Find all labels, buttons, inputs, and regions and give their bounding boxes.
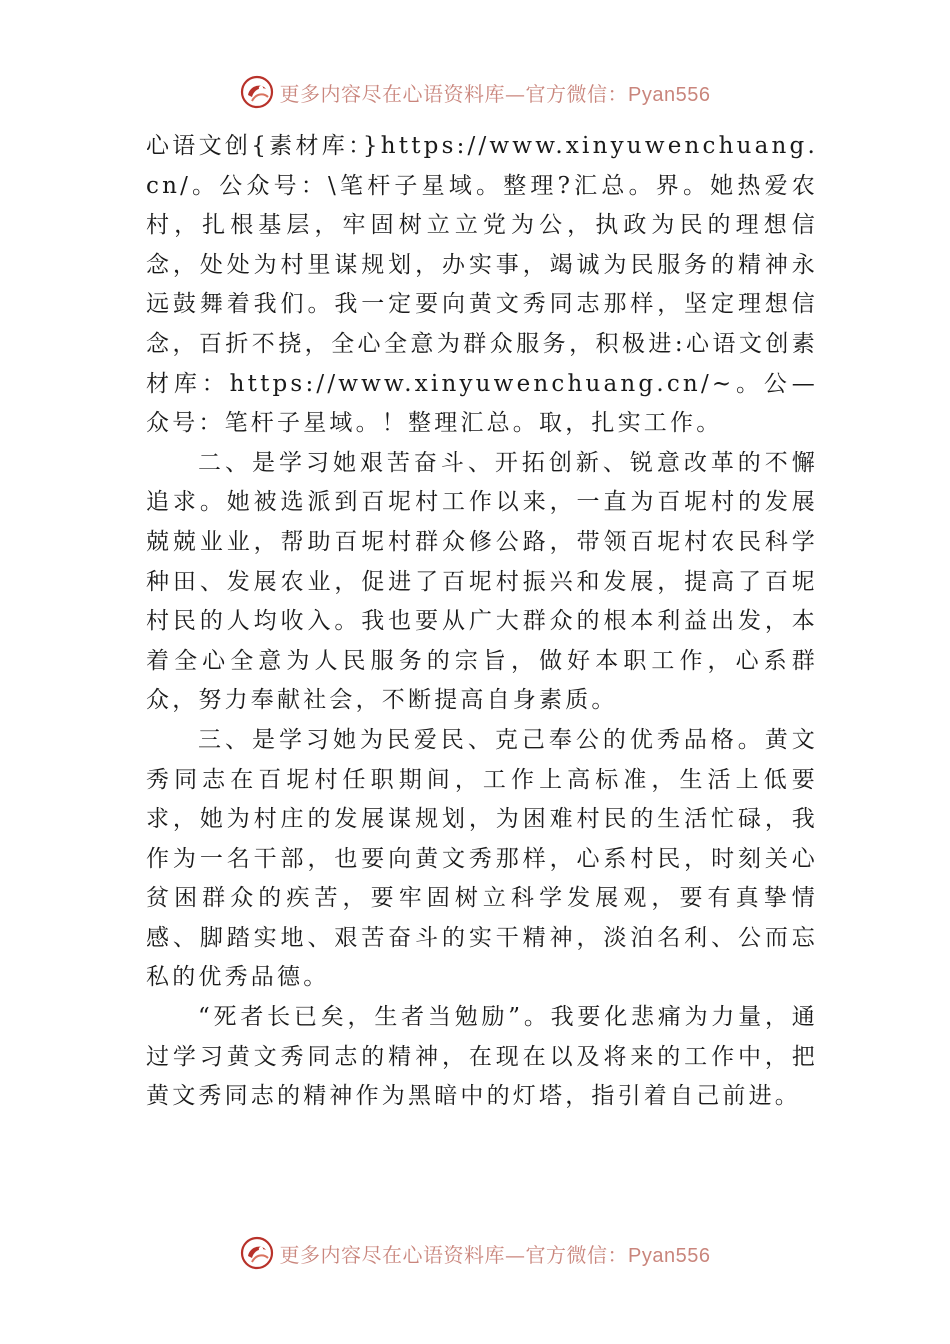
header-banner: [0, 72, 950, 112]
wechat-id: Pyan556: [628, 83, 711, 106]
paragraph-1: 心语文创{素材库：}https://www.xinyuwenchuang.cn/。公众号：\笔杆子星域。整理?汇总。界。她热爱农村，扎根基层，牢固树立立党为公，执政为民的理想信念，处处为村里谋规划，办实事，竭诚为民服务的精神永远鼓舞着我们。我一定要向黄文秀同志那样，坚定理想信念，百折不挠，全心全意为群众服务，积极进:心语文创素材库：https://www.xinyuwenchuang.cn/~。公—众号：笔杆子星域。！整理汇总。取，扎实工作。: [146, 133, 818, 437]
flower-swirl-logo-icon: [240, 1236, 274, 1270]
banner-text: 更多内容尽在心语资料库—官方微信：Pyan556: [279, 81, 711, 106]
paragraph-4: “死者长已矣，生者当勉励”。我要化悲痛为力量，通过学习黄文秀同志的精神，在现在以及将来的工作中，把黄文秀同志的精神作为黑暗中的灯塔，指引着自己前进。: [146, 1004, 818, 1110]
paragraph-3: 三、是学习她为民爱民、克己奉公的优秀品格。黄文秀同志在百坭村任职期间，工作上高标准，生活上低要求，她为村庄的发展谋规划，为困难村民的生活忙碌，我作为一名干部，也要向黄文秀那样，心系村民，时刻关心贫困群众的疾苦，要牢固树立科学发展观，要有真挚情感、脚踏实地、艰苦奋斗的实干精神，淡泊名利、公而忘私的优秀品德。: [146, 726, 818, 991]
flower-swirl-logo-icon: [240, 75, 274, 109]
paragraph-2: 二、是学习她艰苦奋斗、开拓创新、锐意改革的不懈追求。她被选派到百坭村工作以来，一直为百坭村的发展兢兢业业，帮助百坭村群众修公路，带领百坭村农民科学种田、发展农业，促进了百坭村振兴和发展，提高了百坭村民的人均收入。我也要从广大群众的根本利益出发，本着全心全意为人民服务的宗旨，做好本职工作，心系群众，努力奉献社会，不断提高自身素质。: [146, 449, 818, 714]
wechat-id: Pyan556: [628, 1244, 711, 1267]
banner-text: 更多内容尽在心语资料库—官方微信：Pyan556: [279, 1242, 711, 1267]
document-body: [146, 127, 818, 1117]
footer-banner: [0, 1233, 950, 1273]
